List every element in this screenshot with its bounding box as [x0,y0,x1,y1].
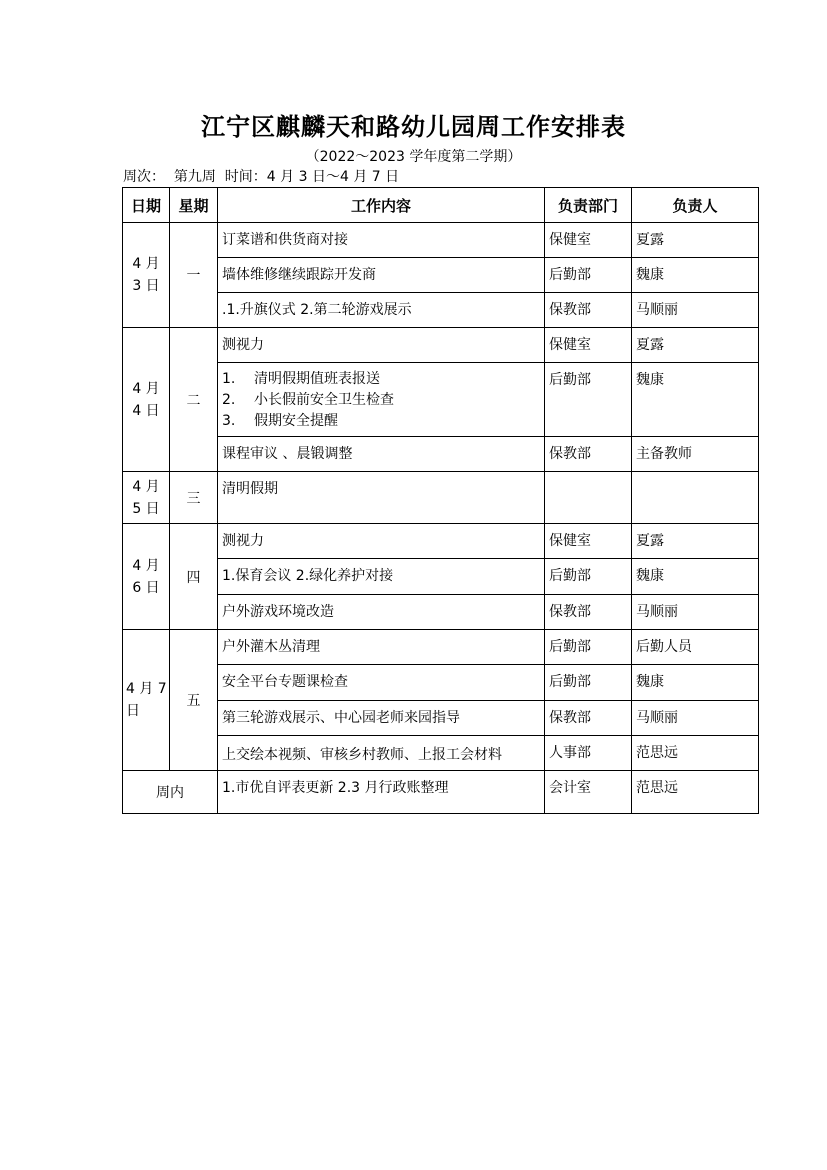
date-cell: 4 月 3 日 [123,223,170,328]
week-info-line: 周次： 第九周 时间：4 月 3 日～4 月 7 日 [123,169,400,185]
weekday-cell: 三 [170,472,218,524]
content-cell: 户外灌木丛清理 [218,630,545,665]
person-cell: 范思远 [632,736,759,771]
content-cell: 清明假期 [218,472,545,524]
schedule-table [122,187,759,814]
person-cell [632,472,759,524]
dept-cell: 保健室 [545,223,632,258]
person-cell: 夏露 [632,223,759,258]
dept-cell: 人事部 [545,736,632,771]
person-cell: 范思远 [632,771,759,814]
header-row [123,188,759,223]
dept-cell: 后勤部 [545,258,632,293]
weekday-cell: 二 [170,328,218,472]
table-row [123,559,759,595]
weekday-cell: 四 [170,524,218,630]
dept-cell: 后勤部 [545,630,632,665]
table-row [123,437,759,472]
person-cell: 夏露 [632,328,759,363]
person-cell: 夏露 [632,524,759,559]
list-item: 3. 假期安全提醒 [222,413,338,429]
table-row [123,223,759,258]
table-row [123,293,759,328]
content-cell: 上交绘本视频、审核乡村教师、上报工会材料 [218,736,545,771]
week-label-cell: 周内 [123,771,218,814]
table-row [123,701,759,736]
content-cell: 1.保育会议 2.绿化养护对接 [218,559,545,595]
content-cell: .1.升旗仪式 2.第二轮游戏展示 [218,293,545,328]
list-item: 2. 小长假前安全卫生检查 [222,392,394,408]
dept-cell: 会计室 [545,771,632,814]
date-cell: 4 月 5 日 [123,472,170,524]
table-row [123,258,759,293]
person-cell: 后勤人员 [632,630,759,665]
person-cell: 马顺丽 [632,595,759,630]
dept-cell: 后勤部 [545,665,632,701]
person-cell: 魏康 [632,665,759,701]
dept-cell: 保健室 [545,524,632,559]
person-cell: 魏康 [632,258,759,293]
content-cell: 测视力 [218,328,545,363]
document-subtitle: （2022～2023 学年度第二学期） [305,149,522,165]
person-cell: 魏康 [632,559,759,595]
header-content: 工作内容 [218,188,545,223]
header-weekday: 星期 [170,188,218,223]
content-cell: 墙体维修继续跟踪开发商 [218,258,545,293]
content-cell: 户外游戏环境改造 [218,595,545,630]
content-cell: 订菜谱和供货商对接 [218,223,545,258]
date-cell: 4 月 6 日 [123,524,170,630]
table-row [123,736,759,771]
table-row [123,630,759,665]
dept-cell: 保教部 [545,701,632,736]
document-title: 江宁区麒麟天和路幼儿园周工作安排表 [201,112,626,141]
dept-cell: 后勤部 [545,363,632,437]
person-cell: 马顺丽 [632,701,759,736]
table-row [123,595,759,630]
content-cell: 第三轮游戏展示、中心园老师来园指导 [218,701,545,736]
content-cell: 测视力 [218,524,545,559]
date-cell: 4 月 7 日 [123,630,170,771]
dept-cell [545,472,632,524]
dept-cell: 保教部 [545,437,632,472]
dept-cell: 后勤部 [545,559,632,595]
header-person: 负责人 [632,188,759,223]
table-row [123,524,759,559]
table-row [123,665,759,701]
dept-cell: 保健室 [545,328,632,363]
content-cell: 课程审议 、晨锻调整 [218,437,545,472]
numbered-list [222,369,544,432]
weekday-cell: 五 [170,630,218,771]
header-dept: 负责部门 [545,188,632,223]
dept-cell: 保教部 [545,595,632,630]
content-cell [218,363,545,437]
date-cell: 4 月 4 日 [123,328,170,472]
table-row [123,328,759,363]
table-row [123,363,759,437]
content-cell: 1.市优自评表更新 2.3 月行政账整理 [218,771,545,814]
table-row [123,472,759,524]
week-row [123,771,759,814]
dept-cell: 保教部 [545,293,632,328]
person-cell: 马顺丽 [632,293,759,328]
header-date: 日期 [123,188,170,223]
person-cell: 魏康 [632,363,759,437]
person-cell: 主备教师 [632,437,759,472]
content-cell: 安全平台专题课检查 [218,665,545,701]
list-item: 1. 清明假期值班表报送 [222,371,380,387]
weekday-cell: 一 [170,223,218,328]
